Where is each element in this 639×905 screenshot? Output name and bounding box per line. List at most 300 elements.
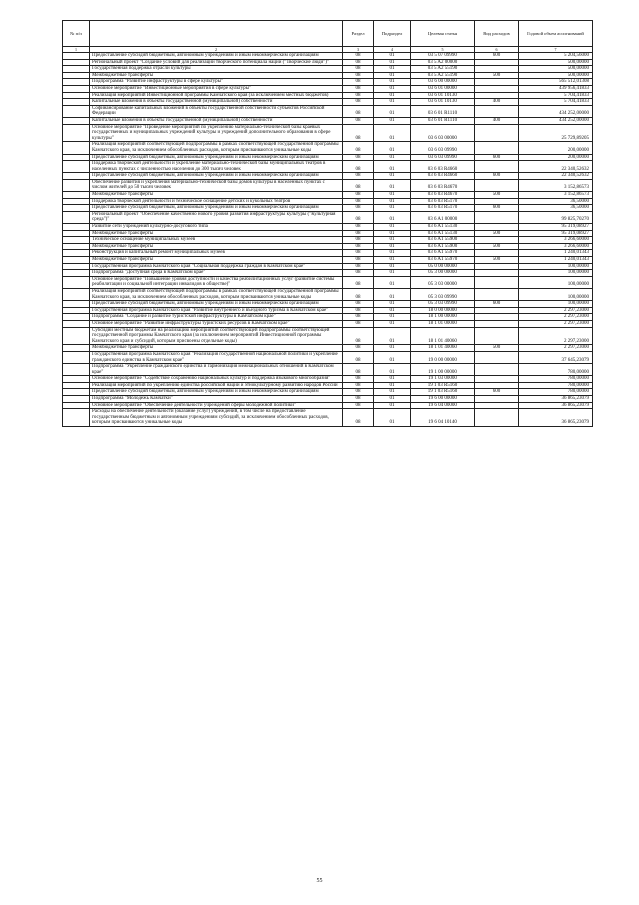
cell-name: Межбюджетные трансферты: [90, 257, 343, 264]
cell-target-article: 03 6 A1 55970: [411, 257, 475, 264]
cell-name: Развитие сети учреждений культурно-досугового типа: [90, 224, 343, 231]
cell-amount: 565 512,01308: [519, 79, 593, 86]
cell-num: [63, 211, 90, 223]
cell-amount: 2 297,23000: [519, 320, 593, 327]
cell-expense-type: 500: [475, 345, 519, 352]
cell-razdel: 08: [343, 92, 374, 99]
cell-expense-type: [475, 179, 519, 191]
cell-amount: 36 865,23079: [519, 396, 593, 403]
cell-target-article: 03 6 A1 55130: [411, 230, 475, 237]
cell-podrazdel: 01: [374, 53, 411, 60]
table-row: [63, 105, 593, 117]
cell-num: [63, 257, 90, 264]
cell-target-article: 18 1 01 40060: [411, 327, 475, 345]
cell-razdel: 08: [343, 301, 374, 308]
cell-num: [63, 402, 90, 409]
cell-num: [63, 205, 90, 212]
table-row: [63, 179, 593, 191]
cell-num: [63, 345, 90, 352]
cell-expense-type: [475, 124, 519, 142]
cell-podrazdel: 01: [374, 243, 411, 250]
cell-target-article: 03 6 03 09990: [411, 154, 475, 161]
cell-target-article: 03 6 03 R4660: [411, 173, 475, 180]
cell-podrazdel: 01: [374, 198, 411, 205]
table-row: [63, 389, 593, 396]
table-row: [63, 117, 593, 124]
table-row: [63, 59, 593, 66]
cell-target-article: 03 6 03 00000: [411, 124, 475, 142]
cell-name: Межбюджетные трансферты: [90, 72, 343, 79]
cell-expense-type: [475, 92, 519, 99]
cell-podrazdel: 01: [374, 382, 411, 389]
cell-expense-type: 600: [475, 301, 519, 308]
cell-amount: 500,00000: [519, 66, 593, 73]
cell-razdel: 08: [343, 117, 374, 124]
cell-name: Расходы на обеспечение деятельности (оказание услуг) учреждений, в том числе на предоставление государственным бюджетным и автономным учреждениям субсидий, за исключением обособленных расходов, которым присваиваются уникальные коды: [90, 409, 343, 427]
cell-amount: 100,00000: [519, 263, 593, 270]
cell-expense-type: [475, 198, 519, 205]
cell-razdel: 08: [343, 198, 374, 205]
cell-podrazdel: 01: [374, 263, 411, 270]
cell-podrazdel: 01: [374, 85, 411, 92]
cell-expense-type: 600: [475, 205, 519, 212]
cell-expense-type: 500: [475, 192, 519, 199]
cell-podrazdel: 01: [374, 66, 411, 73]
cell-num: [63, 192, 90, 199]
cell-razdel: 08: [343, 389, 374, 396]
cell-target-article: 19 6 00 00000: [411, 396, 475, 403]
cell-name: Предоставление субсидий бюджетным, автономным учреждениям и иным некоммерческим организациям: [90, 154, 343, 161]
cell-target-article: 03 6 01 00000: [411, 85, 475, 92]
cell-amount: 25 729,89205: [519, 124, 593, 142]
cell-num: [63, 198, 90, 205]
cell-name: Межбюджетные трансферты: [90, 243, 343, 250]
cell-expense-type: 400: [475, 99, 519, 106]
column-index: 2: [90, 47, 343, 53]
cell-razdel: 08: [343, 99, 374, 106]
cell-num: [63, 382, 90, 389]
cell-name: Техническое оснащение муниципальных музеев: [90, 237, 343, 244]
cell-amount: 100,00000: [519, 301, 593, 308]
cell-name: Реализация мероприятий по укреплению единства российской нации и этнокультурному развитию народов России: [90, 382, 343, 389]
cell-razdel: 08: [343, 79, 374, 86]
cell-num: [63, 59, 90, 66]
cell-target-article: 18 1 01 40060: [411, 345, 475, 352]
cell-num: [63, 173, 90, 180]
cell-razdel: 08: [343, 327, 374, 345]
cell-num: [63, 117, 90, 124]
cell-expense-type: 600: [475, 389, 519, 396]
cell-target-article: 19 1 03 R5160: [411, 382, 475, 389]
cell-num: [63, 105, 90, 117]
cell-razdel: 08: [343, 237, 374, 244]
cell-podrazdel: 01: [374, 257, 411, 264]
cell-target-article: 03 5 A2 00000: [411, 59, 475, 66]
cell-podrazdel: 01: [374, 396, 411, 403]
cell-razdel: 08: [343, 270, 374, 277]
cell-expense-type: [475, 211, 519, 223]
cell-num: [63, 92, 90, 99]
table-row: [63, 224, 593, 231]
cell-target-article: 03 6 03 R4670: [411, 192, 475, 199]
cell-amount: 37 645,23079: [519, 351, 593, 363]
cell-num: [63, 72, 90, 79]
cell-target-article: 03 6 A1 00000: [411, 211, 475, 223]
cell-razdel: 08: [343, 376, 374, 383]
table-row: [63, 211, 593, 223]
cell-podrazdel: 01: [374, 230, 411, 237]
table-row: [63, 198, 593, 205]
cell-name: Поддержка творческой деятельности и техническое оснащение детских и кукольных театров: [90, 198, 343, 205]
cell-razdel: 08: [343, 351, 374, 363]
cell-amount: 439 956,41833: [519, 85, 593, 92]
table-row: [63, 409, 593, 427]
table-row: [63, 276, 593, 288]
cell-amount: 99 825,70270: [519, 211, 593, 223]
cell-expense-type: [475, 59, 519, 66]
cell-podrazdel: 01: [374, 301, 411, 308]
cell-name: Поддержка творческой деятельности и укрепление материально-технической базы муниципальных театров в населенных пунктах с численностью населения до 300 тысяч человек: [90, 161, 343, 173]
cell-podrazdel: 01: [374, 276, 411, 288]
cell-amount: 3 266,60000: [519, 243, 593, 250]
cell-expense-type: [475, 237, 519, 244]
table-row: [63, 85, 593, 92]
cell-podrazdel: 01: [374, 224, 411, 231]
cell-name: Реконструкция и капитальный ремонт муниципальных музеев: [90, 250, 343, 257]
cell-num: [63, 351, 90, 363]
cell-expense-type: 500: [475, 230, 519, 237]
cell-amount: 2 297,23000: [519, 327, 593, 345]
cell-podrazdel: 01: [374, 288, 411, 300]
header-name: [90, 21, 343, 47]
column-index: 1: [63, 47, 90, 53]
cell-podrazdel: 01: [374, 117, 411, 124]
cell-target-article: 03 6 01 R1110: [411, 117, 475, 124]
cell-name: Подпрограмма "Молодежь Камчатки": [90, 396, 343, 403]
cell-num: [63, 224, 90, 231]
cell-expense-type: [475, 263, 519, 270]
cell-amount: 780,00000: [519, 382, 593, 389]
cell-expense-type: 500: [475, 257, 519, 264]
cell-amount: 3 152,86573: [519, 192, 593, 199]
cell-amount: 2 297,23000: [519, 314, 593, 321]
cell-num: [63, 154, 90, 161]
cell-target-article: 03 5 A2 55190: [411, 66, 475, 73]
cell-podrazdel: 01: [374, 250, 411, 257]
cell-podrazdel: 01: [374, 327, 411, 345]
cell-num: [63, 66, 90, 73]
table-body: [63, 53, 593, 427]
cell-podrazdel: 01: [374, 314, 411, 321]
cell-num: [63, 276, 90, 288]
cell-expense-type: [475, 320, 519, 327]
cell-razdel: 08: [343, 124, 374, 142]
cell-target-article: 03 6 A1 55900: [411, 237, 475, 244]
cell-target-article: 03 5 A2 55190: [411, 72, 475, 79]
table-row: [63, 237, 593, 244]
cell-podrazdel: 01: [374, 99, 411, 106]
cell-amount: 22 340,52632: [519, 161, 593, 173]
table-row: [63, 364, 593, 376]
cell-podrazdel: 01: [374, 351, 411, 363]
cell-target-article: 05 3 03 09990: [411, 301, 475, 308]
cell-amount: 200,00000: [519, 142, 593, 154]
cell-expense-type: [475, 276, 519, 288]
cell-expense-type: [475, 85, 519, 92]
cell-num: [63, 53, 90, 60]
cell-target-article: 03 6 A1 55130: [411, 224, 475, 231]
cell-expense-type: [475, 327, 519, 345]
cell-podrazdel: 01: [374, 345, 411, 352]
cell-name: Основное мероприятие "Повышение уровня доступности и качества реабилитационных услуг (развитие системы реабилитации и социальной интеграции инвалидов в обществе)": [90, 276, 343, 288]
cell-expense-type: [475, 364, 519, 376]
cell-razdel: 08: [343, 263, 374, 270]
table-row: [63, 243, 593, 250]
cell-name: Подпрограмма "Развитие инфраструктуры в сфере культуры": [90, 79, 343, 86]
cell-name: Капитальные вложения в объекты государственной (муниципальной) собственности: [90, 99, 343, 106]
table-row: [63, 92, 593, 99]
cell-name: Предоставление субсидий бюджетным, автономным учреждениям и иным некоммерческим организациям: [90, 389, 343, 396]
cell-expense-type: [475, 382, 519, 389]
table-row: [63, 396, 593, 403]
cell-name: Государственная программа Камчатского края "Развитие внутреннего и въездного туризма в Камчатском крае": [90, 307, 343, 314]
cell-amount: 36,50000: [519, 205, 593, 212]
cell-razdel: 08: [343, 53, 374, 60]
cell-expense-type: [475, 288, 519, 300]
column-index: 7: [519, 47, 593, 53]
cell-name: Региональный проект "Обеспечение качественно нового уровня развития инфраструктуры культуры ("Культурная среда")": [90, 211, 343, 223]
cell-amount: 95 319,08927: [519, 230, 593, 237]
table-row: [63, 161, 593, 173]
cell-podrazdel: 01: [374, 307, 411, 314]
cell-amount: 5 704,41833: [519, 92, 593, 99]
cell-razdel: 08: [343, 161, 374, 173]
cell-podrazdel: 01: [374, 237, 411, 244]
cell-razdel: 08: [343, 230, 374, 237]
cell-expense-type: [475, 66, 519, 73]
cell-name: Субсидии местным бюджетам на реализацию мероприятий соответствующей подпрограммы соответствующей государственной программы Камчатского края (за исключением мероприятий Инвестиционной программы Камчатского края и субсидий, которым присвоены отдельные коды): [90, 327, 343, 345]
page-number: 55: [316, 878, 323, 884]
cell-podrazdel: 01: [374, 364, 411, 376]
cell-num: [63, 409, 90, 427]
cell-amount: 434 252,00000: [519, 105, 593, 117]
cell-name: Региональный проект "Создание условий для реализации творческого потенциала нации ("Творческие люди")": [90, 59, 343, 66]
table-row: [63, 192, 593, 199]
cell-target-article: 05 3 03 00000: [411, 276, 475, 288]
cell-razdel: 08: [343, 66, 374, 73]
cell-expense-type: 600: [475, 173, 519, 180]
cell-razdel: 08: [343, 105, 374, 117]
table-row: [63, 351, 593, 363]
cell-num: [63, 307, 90, 314]
column-index: 5: [411, 47, 475, 53]
cell-target-article: 19 1 00 00000: [411, 364, 475, 376]
cell-name: Предоставление субсидий бюджетным, автономным учреждениям и иным некоммерческим организациям: [90, 173, 343, 180]
cell-num: [63, 99, 90, 106]
cell-name: Реализация мероприятий Инвестиционной программы Камчатского края (за исключением местных бюджетов): [90, 92, 343, 99]
cell-target-article: 03 6 03 R4670: [411, 179, 475, 191]
table-row: [63, 301, 593, 308]
table-row: [63, 288, 593, 300]
cell-expense-type: [475, 307, 519, 314]
cell-num: [63, 364, 90, 376]
cell-target-article: 18 1 01 00000: [411, 320, 475, 327]
header-expense-type: Вид расходов: [475, 21, 519, 47]
cell-podrazdel: 01: [374, 154, 411, 161]
cell-podrazdel: 01: [374, 142, 411, 154]
table-row: [63, 263, 593, 270]
cell-name: Межбюджетные трансферты: [90, 192, 343, 199]
cell-expense-type: [475, 105, 519, 117]
table-row: [63, 345, 593, 352]
cell-name: Межбюджетные трансферты: [90, 230, 343, 237]
cell-razdel: 08: [343, 288, 374, 300]
cell-target-article: 18 1 00 00000: [411, 314, 475, 321]
cell-amount: 5 204,56000: [519, 53, 593, 60]
cell-razdel: 08: [343, 382, 374, 389]
table-row: [63, 250, 593, 257]
cell-amount: 3 152,86573: [519, 179, 593, 191]
cell-amount: 36,50000: [519, 198, 593, 205]
cell-expense-type: [475, 314, 519, 321]
column-index: 4: [374, 47, 411, 53]
cell-num: [63, 327, 90, 345]
cell-razdel: 08: [343, 173, 374, 180]
cell-num: [63, 263, 90, 270]
cell-podrazdel: 01: [374, 79, 411, 86]
column-index: 6: [475, 47, 519, 53]
cell-expense-type: [475, 402, 519, 409]
cell-podrazdel: 01: [374, 92, 411, 99]
cell-podrazdel: 01: [374, 161, 411, 173]
cell-razdel: 08: [343, 396, 374, 403]
cell-target-article: 19 6 04 10140: [411, 409, 475, 427]
table-row: [63, 66, 593, 73]
cell-razdel: 08: [343, 243, 374, 250]
cell-expense-type: [475, 270, 519, 277]
cell-name: Межбюджетные трансферты: [90, 345, 343, 352]
cell-target-article: 03 6 03 R4660: [411, 161, 475, 173]
header-annual-amount: Годовой объем ассигнований: [519, 21, 593, 47]
cell-expense-type: 500: [475, 243, 519, 250]
cell-amount: 200,00000: [519, 154, 593, 161]
cell-razdel: 08: [343, 154, 374, 161]
table-row: [63, 99, 593, 106]
cell-podrazdel: 01: [374, 105, 411, 117]
cell-amount: 100,00000: [519, 276, 593, 288]
cell-num: [63, 230, 90, 237]
cell-amount: 100,00000: [519, 270, 593, 277]
header-num: № п/п: [63, 21, 90, 47]
table-row: [63, 257, 593, 264]
cell-amount: 780,00000: [519, 376, 593, 383]
cell-podrazdel: 01: [374, 270, 411, 277]
budget-table: [62, 20, 593, 427]
table-row: [63, 314, 593, 321]
cell-podrazdel: 01: [374, 173, 411, 180]
cell-amount: 3 266,60000: [519, 237, 593, 244]
cell-amount: 36 865,23079: [519, 409, 593, 427]
cell-expense-type: 400: [475, 117, 519, 124]
cell-razdel: 08: [343, 320, 374, 327]
cell-razdel: 08: [343, 59, 374, 66]
cell-num: [63, 79, 90, 86]
cell-razdel: 08: [343, 345, 374, 352]
table-row: [63, 79, 593, 86]
cell-target-article: 05 3 03 09990: [411, 288, 475, 300]
cell-num: [63, 376, 90, 383]
cell-expense-type: [475, 224, 519, 231]
cell-razdel: 08: [343, 364, 374, 376]
table-row: [63, 124, 593, 142]
cell-num: [63, 161, 90, 173]
cell-razdel: 08: [343, 224, 374, 231]
cell-expense-type: 500: [475, 72, 519, 79]
cell-target-article: 05 3 00 00000: [411, 270, 475, 277]
table-row: [63, 230, 593, 237]
cell-target-article: 03 6 03 R5170: [411, 198, 475, 205]
cell-target-article: 05 0 00 00000: [411, 263, 475, 270]
cell-name: Основное мероприятие "Содействие сохранению национальных культур и поддержка языкового многообразия": [90, 376, 343, 383]
cell-name: Обеспечение развития и укрепления материально-технической базы домов культуры в населенных пунктах с числом жителей до 50 тысяч человек: [90, 179, 343, 191]
cell-amount: 1 240,01343: [519, 250, 593, 257]
cell-num: [63, 389, 90, 396]
cell-podrazdel: 01: [374, 211, 411, 223]
cell-num: [63, 396, 90, 403]
cell-amount: 434 252,00000: [519, 117, 593, 124]
cell-target-article: 19 0 00 00000: [411, 351, 475, 363]
cell-podrazdel: 01: [374, 320, 411, 327]
cell-name: Предоставление субсидий бюджетным, автономным учреждениям и иным некоммерческим организациям: [90, 301, 343, 308]
cell-expense-type: [475, 351, 519, 363]
cell-razdel: 08: [343, 307, 374, 314]
cell-num: [63, 250, 90, 257]
cell-num: [63, 85, 90, 92]
cell-razdel: 08: [343, 85, 374, 92]
cell-podrazdel: 01: [374, 376, 411, 383]
table-row: [63, 320, 593, 327]
cell-podrazdel: 01: [374, 59, 411, 66]
cell-razdel: 08: [343, 276, 374, 288]
header-target-article: Целевая статья: [411, 21, 475, 47]
cell-name: Подпрограмма "Доступная среда в Камчатском крае": [90, 270, 343, 277]
cell-target-article: 03 6 03 09990: [411, 142, 475, 154]
cell-name: Предоставление субсидий бюджетным, автономным учреждениям и иным некоммерческим организациям: [90, 205, 343, 212]
cell-razdel: 08: [343, 250, 374, 257]
cell-target-article: 19 1 03 00000: [411, 376, 475, 383]
cell-amount: 2 297,23000: [519, 345, 593, 352]
table-row: [63, 402, 593, 409]
cell-num: [63, 320, 90, 327]
cell-razdel: 08: [343, 211, 374, 223]
cell-expense-type: [475, 376, 519, 383]
table-header-row: [63, 21, 593, 47]
cell-name: Основное мероприятие "Развитие инфраструктуры туристских ресурсов в Камчатском крае": [90, 320, 343, 327]
cell-target-article: 03 6 01 10130: [411, 99, 475, 106]
cell-name: Основное мероприятие "Обеспечение деятельности учреждений сферы молодежной политики": [90, 402, 343, 409]
budget-table-sheet: [62, 20, 592, 427]
cell-expense-type: [475, 250, 519, 257]
cell-num: [63, 142, 90, 154]
table-row: [63, 382, 593, 389]
cell-podrazdel: 01: [374, 179, 411, 191]
cell-amount: 5 704,41833: [519, 99, 593, 106]
cell-razdel: 08: [343, 72, 374, 79]
cell-amount: 22 340,52632: [519, 173, 593, 180]
column-index: 3: [343, 47, 374, 53]
cell-amount: 780,00000: [519, 364, 593, 376]
cell-target-article: 03 6 A1 55900: [411, 243, 475, 250]
